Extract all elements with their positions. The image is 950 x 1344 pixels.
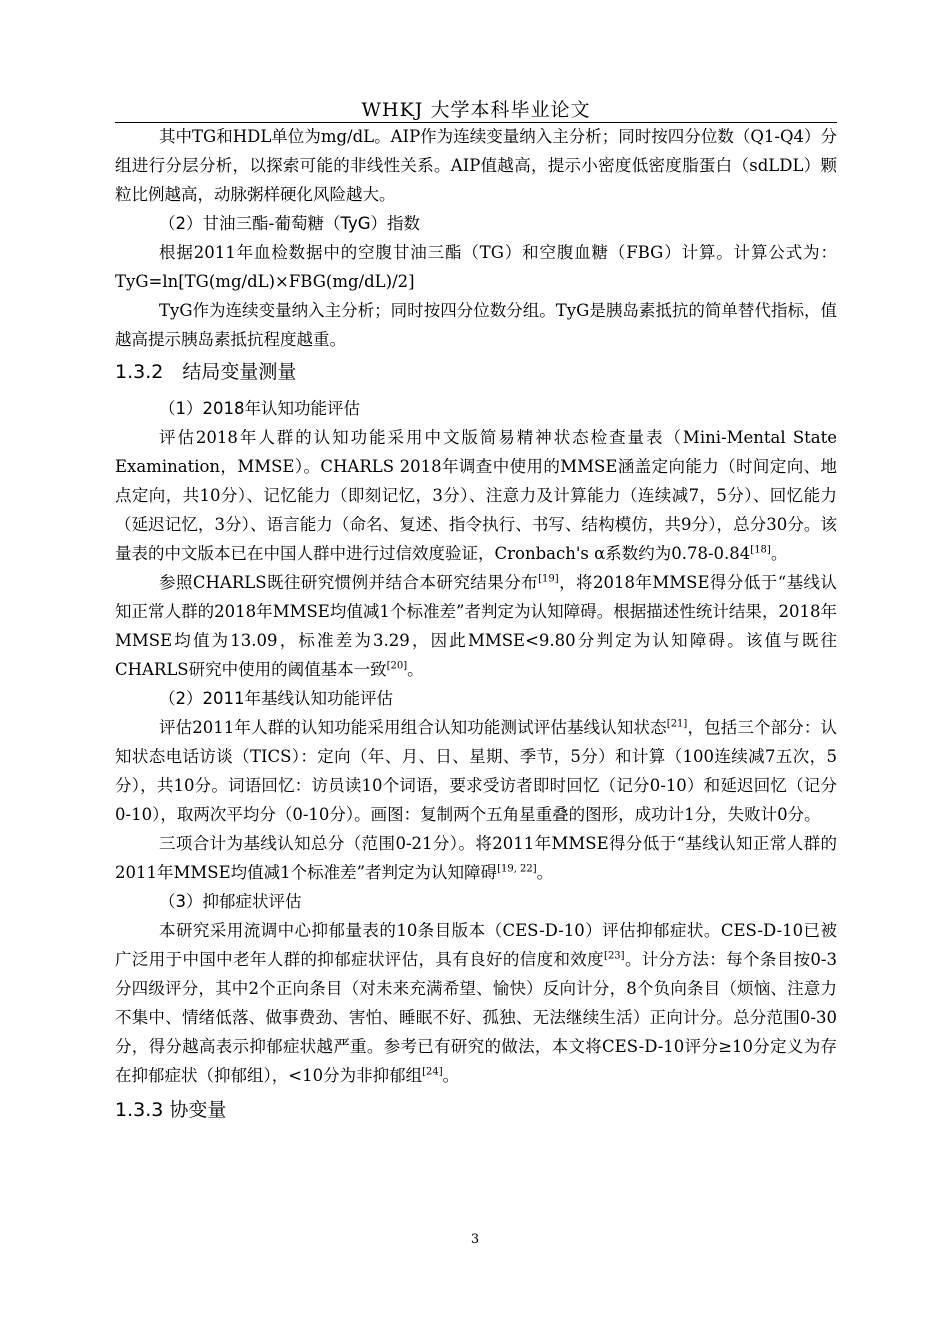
paragraph-mmse bbox=[115, 423, 837, 568]
paragraph-baseline-text-b: ，包括三个部分：认知状态电话访谈（TICS）：定向（年、月、日、星期、季节，5分）和计算（100连续减7五次，5分），共10分。词语回忆：访员读10个词语，要求受访者即时回忆（记分0-10）和延迟回忆（记分0-10），取两次平均分（0-10分）。画图：复制两个五角星重叠的图形，成功计1分，失败计0分。 bbox=[115, 718, 838, 824]
paragraph-cesd-text-a: 本研究采用流调中心抑郁量表的10条目版本（CES-D-10）评估抑郁症状。CES-D-10已被广泛用于中国中老年人群的抑郁症状评估，具有良好的信度和效度 bbox=[115, 921, 837, 969]
paragraph-tyg-desc: TyG作为连续变量纳入主分析；同时按四分位数分组。TyG是胰岛素抵抗的简单替代指标，值越高提示胰岛素抵抗程度越重。 bbox=[115, 301, 837, 349]
citation-18: [18] bbox=[750, 544, 771, 556]
citation-21: [21] bbox=[666, 718, 688, 730]
subheading-2011-cognition: （2）2011年基线认知功能评估 bbox=[159, 689, 393, 708]
page-number: 3 bbox=[470, 1232, 480, 1247]
paragraph-mmse-text: 评估2018年人群的认知功能采用中文版简易精神状态检查量表（Mini-Mental State Examination，MMSE）。CHARLS 2018年调查中使用的MMSE涵盖定向能力（时间定向、地点定向，共10分）、记忆能力（即刻记忆，3分）、注意力及计算能力（连续减7，5分）、回忆能力（延迟记忆，3分）、语言能力（命名、复述、指令执行、书写、结构模仿，共9分），总分30分。该量表的中文版本已在中国人群中进行过信效度验证，Cronbach's α系数约为0.78-0.84 bbox=[115, 428, 837, 563]
body-text bbox=[115, 122, 837, 1130]
paragraph-cesd-text-b: 。计分方法：每个条目按0-3分四级评分，其中2个正向条目（对未来充满希望、愉快）反向计分，8个负向条目（烦恼、注意力不集中、情绪低落、做事费劲、害怕、睡眠不好、孤独、无法继续生活）正向计分。总分范围0-30分，得分越高表示抑郁症状越严重。参考已有研究的做法，本文将CES-D-10评分≥10分定义为存在抑郁症状（抑郁组），<10分为非抑郁组 bbox=[115, 950, 838, 1085]
period: 。 bbox=[770, 544, 788, 563]
period: 。 bbox=[536, 863, 554, 882]
subheading-tyg: （2）甘油三酯-葡萄糖（TyG）指数 bbox=[159, 214, 421, 233]
paragraph-baseline-total bbox=[115, 829, 837, 887]
period: 。 bbox=[442, 1066, 460, 1085]
paragraph-aip: 其中TG和HDL单位为mg/dL。AIP作为连续变量纳入主分析；同时按四分位数（Q1-Q4）分组进行分层分析，以探索可能的非线性关系。AIP值越高，提示小密度低密度脂蛋白（sdLDL）颗粒比例越高，动脉粥样硬化风险越大。 bbox=[115, 127, 837, 204]
citation-23: [23] bbox=[604, 950, 625, 962]
paragraph-threshold-text-b: ，将2018年MMSE得分低于“基线认知正常人群的2018年MMSE均值减1个标准差”者判定为认知障碍。根据描述性统计结果，2018年MMSE均值为13.09，标准差为3.29，因此MMSE<9.80分判定为认知障碍。该值与既往CHARLS研究中使用的阈值基本一致 bbox=[115, 573, 837, 679]
citation-19-22: [19, 22] bbox=[497, 863, 537, 875]
paragraph-baseline-total-text: 三项合计为基线认知总分（范围0-21分）。将2011年MMSE得分低于“基线认知正常人群的2011年MMSE均值减1个标准差”者判定为认知障碍 bbox=[115, 834, 837, 882]
citation-24: [24] bbox=[422, 1066, 443, 1078]
subheading-2018-cognition: （1）2018年认知功能评估 bbox=[159, 399, 360, 418]
citation-19: [19] bbox=[538, 573, 559, 585]
paragraph-baseline-text-a: 评估2011年人群的认知功能采用组合认知功能测试评估基线认知状态 bbox=[159, 718, 667, 737]
paragraph-tyg-formula: 根据2011年血检数据中的空腹甘油三酯（TG）和空腹血糖（FBG）计算。计算公式为：TyG=ln[TG(mg/dL)×FBG(mg/dL)/2] bbox=[115, 243, 837, 291]
citation-20: [20] bbox=[386, 660, 408, 672]
paragraph-cesd bbox=[115, 916, 837, 1090]
period: 。 bbox=[407, 660, 424, 679]
paragraph-baseline-test bbox=[115, 713, 837, 829]
paragraph-threshold bbox=[115, 568, 837, 684]
paragraph-threshold-text-a: 参照CHARLS既往研究惯例并结合本研究结果分布 bbox=[159, 573, 539, 592]
section-heading-1-3-2: 1.3.2 结局变量测量 bbox=[115, 361, 297, 383]
subheading-depression: （3）抑郁症状评估 bbox=[159, 892, 302, 911]
section-heading-1-3-3: 1.3.3 协变量 bbox=[115, 1099, 227, 1121]
page-header: WHKJ 大学本科毕业论文 bbox=[361, 99, 591, 121]
